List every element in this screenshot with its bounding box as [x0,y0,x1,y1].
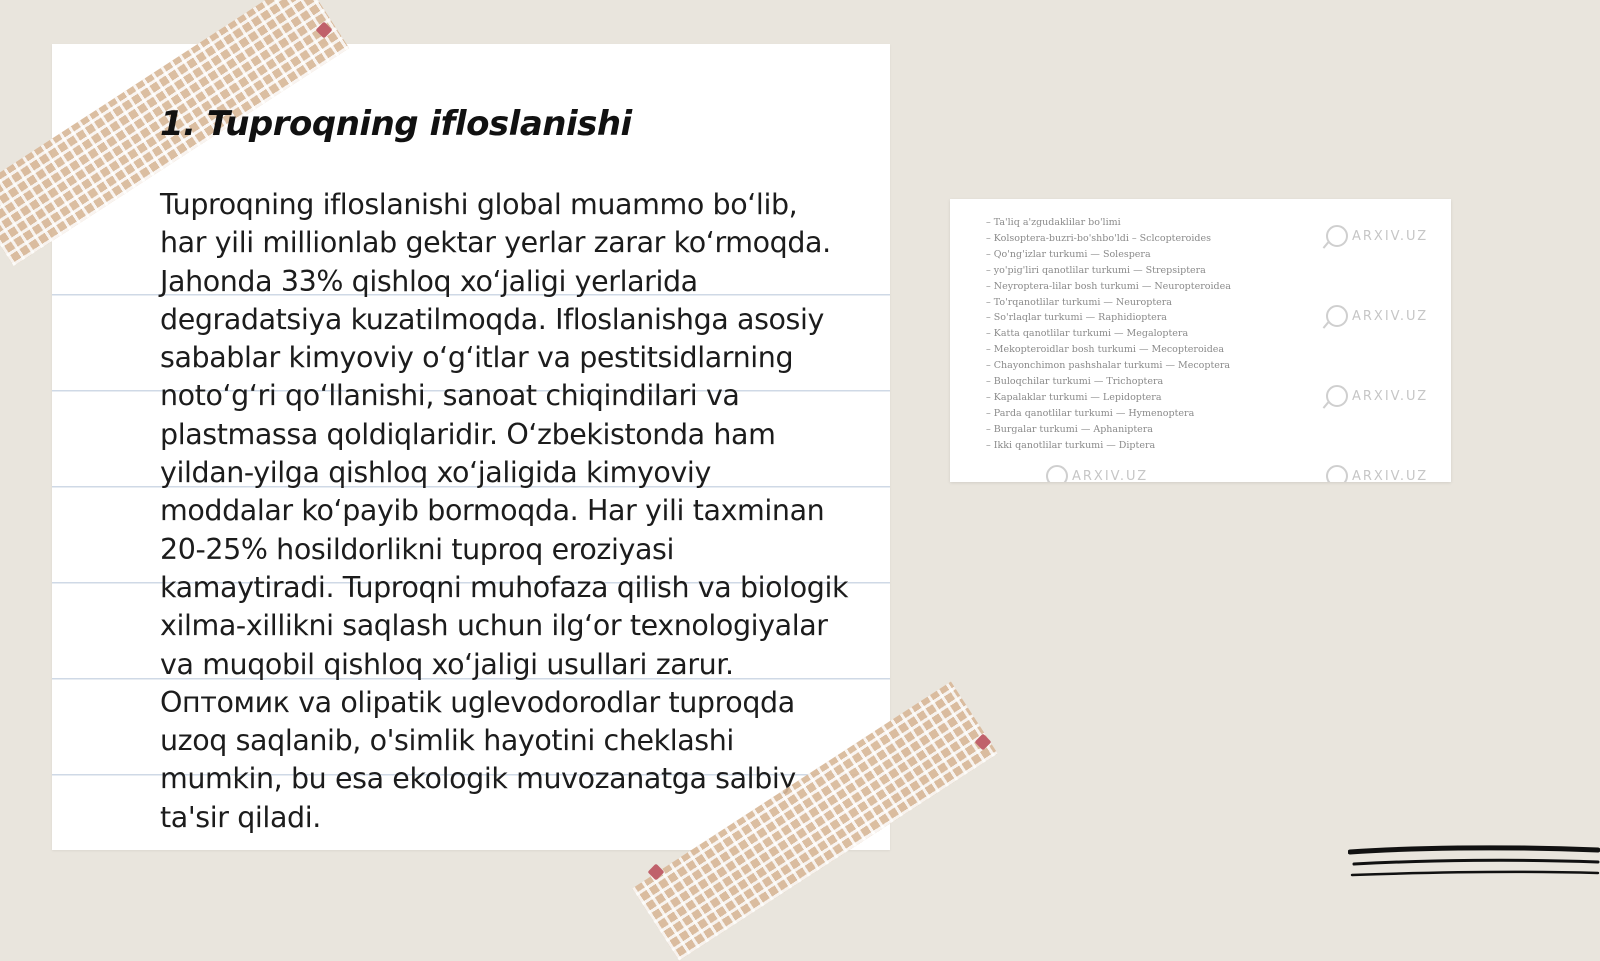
watermark [1326,465,1428,482]
magnifier-icon [1326,225,1348,247]
watermark [1326,385,1428,407]
list-item: – yo'pig'liri qanotlilar turkumi — Strepsipterа [986,264,1206,276]
list-item: – To'rqanotlilar turkumi — Neuroptera [986,296,1172,308]
list-item: – Burgalar turkumi — Aphaniptera [986,423,1153,435]
list-item: – Neyroptera-lilar bosh turkumi — Neuropteroidea [986,280,1231,292]
insect-order-list [986,215,1231,454]
list-item: – Qo'ng'izlar turkumi — Solespera [986,248,1151,260]
watermark-text: ARXIV.UZ [1352,468,1429,482]
slide-title: 1. Tuproqning ifloslanishi [160,104,632,144]
magnifier-icon [1046,465,1068,482]
list-item: – Parda qanotlilar turkumi — Hymenoptera [986,407,1195,419]
list-item: – Mekopteroidlar bosh turkumi — Mecopteroidea [986,344,1225,356]
watermark [1046,465,1148,482]
magnifier-icon [1326,385,1348,407]
list-item: – Ta'liq a'zgudaklilar bo'limi [986,217,1121,228]
list-item: – Ikki qanotlilar turkumi — Diptera [986,439,1156,451]
list-item: – Katta qanotlilar turkumi — Megaloptera [986,328,1189,340]
watermark-text: ARXIV.UZ [1352,228,1429,244]
scribble-lines-decoration [1348,842,1600,888]
watermark-text: ARXIV.UZ [1352,308,1429,324]
watermark-text: ARXIV.UZ [1352,388,1429,404]
list-item: – Chayonchimon pashshalar turkumi — Mecoptera [986,360,1231,372]
list-item: – So'rlaqlar turkumi — Raphidioptera [986,312,1167,324]
magnifier-icon [1326,465,1348,482]
list-item: – Kapalaklar turkumi — Lepidoptera [986,391,1162,403]
list-item: – Kolsoptera-buzri-bo'shbo'ldi – Sclcopteroides [986,232,1211,244]
watermark [1326,225,1428,247]
slide-body-text: Tuproqning ifloslanishi global muammo bo‘lib, har yili millionlab gektar yerlar zarar ko‘rmoqda. Jahonda 33% qishloq xo‘jaligi yerlarida degradatsiya kuzatilmoqda. Ifloslanishga asosiy sabablar kimyoviy o‘g‘itlar va pestitsidlarning noto‘g‘ri qo‘llanishi, sanoat chiqindilari va plastmassa qoldiqlaridir. O‘zbekistonda ham yildan-yilga qishloq xo‘jaligida kimyoviy moddalar ko‘payib bormoqda. Har yili taxminan 20-25% hosildorlikni tuproq eroziyasi kamaytiradi. Tuproqni muhofaza qilish va biologik xilma-xillikni saqlash uchun ilg‘or texnologiyalar va muqobil qishloq xo‘jaligi usullari zarur. Оптомик va olipatik uglevodorodlar tuproqda uzoq saqlanib, o'simlik hayotini cheklashi mumkin, bu esa ekologik muvozanatga salbiy ta'sir qiladi. [160,188,849,834]
reference-image [950,199,1451,482]
list-item: – Buloqchilar turkumi — Trichoptera [986,376,1164,388]
watermark [1326,305,1428,327]
magnifier-icon [1326,305,1348,327]
watermark-text: ARXIV.UZ [1072,468,1149,482]
